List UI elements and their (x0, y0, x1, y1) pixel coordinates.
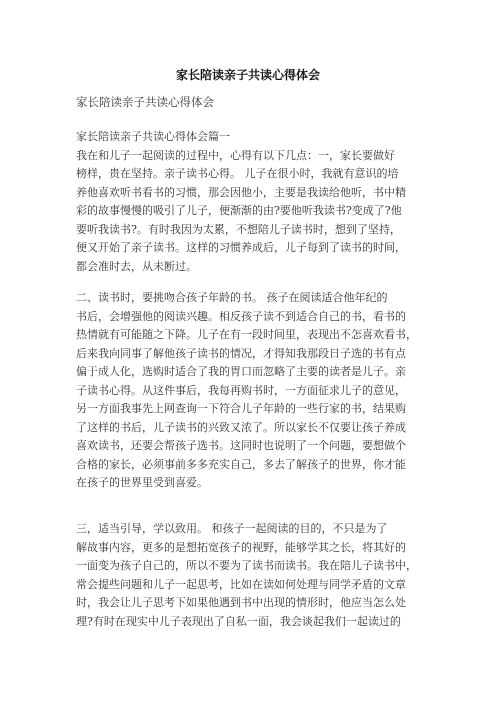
text-line: 子读书心得。从这件事后，我每再购书时，一方面征求儿子的意见， (76, 383, 406, 397)
document-subtitle: 家长陪读亲子共读心得体会 (76, 95, 214, 109)
text-line: 在孩子的世界里受到喜爱。 (76, 476, 208, 489)
text-line: 要听我读书?。有时我因为太累，不想陪儿子读书时，想到了坚持， (76, 222, 401, 236)
text-line: 热情就有可能随之下降。儿子在有一段时间里，表现出不怎喜欢看书， (76, 328, 417, 341)
text-line: 后来我向同事了解他孩子读书的情况，才得知我那段日子选的书有点 (76, 346, 406, 360)
text-line: 养他喜欢听书看书的习惯，那会因他小，主要是我读给他听，书中精 (76, 185, 406, 199)
text-line: 喜欢读书，还要会帮孩子选书。这同时也说明了一个问题，要想做个 (76, 439, 406, 452)
text-line: 一面变为孩子自己的，所以不要为了读书而读书。我在陪儿子读书中， (76, 559, 417, 572)
paragraph-3 (76, 520, 420, 631)
text-line: 偏于成人化，选购时适合了我的胃口而忽略了主要的读者是儿子。亲 (76, 365, 406, 378)
text-line: 解故事内容，更多的是想拓宽孩子的视野，能够学其之长，将其好的 (76, 540, 406, 554)
text-line: 二、读书时，要挑吻合孩子年龄的书。 孩子在阅读适合他年纪的 (76, 291, 388, 304)
text-line: 彩的故事慢慢的吸引了儿子，便渐渐的由?要他听我读书?变成了?他 (76, 204, 402, 217)
text-line: 书后，会增强他的阅读兴趣。相反孩子读不到适合自己的书，看书的 (76, 309, 406, 323)
text-line: 合格的家长，必须事前多多充实自己，多去了解孩子的世界，你才能 (76, 457, 406, 471)
document-title: 家长陪读亲子共读心得体会 (175, 68, 320, 82)
paragraph-2 (76, 289, 420, 493)
text-line: 榜样，贵在坚持。亲子读书心得。 儿子在很小时，我就有意识的培 (76, 167, 399, 180)
text-line: 了这样的书后，儿子读书的兴致又浓了。所以家长不仅要让孩子养成 (76, 420, 406, 434)
text-line: 便又开始了亲子读书。这样的习惯养成后，儿子每到了读书的时间， (76, 241, 406, 254)
text-line: 理?有时在现实中儿子表现出了自私一面，我会谈起我们一起读过的 (76, 614, 401, 628)
text-line: 都会准时去，从未断过。 (76, 259, 197, 273)
paragraph-1 (76, 128, 420, 276)
text-line: 另一方面我事先上网查询一下符合儿子年龄的一些行家的书，结果购 (76, 402, 406, 415)
text-line: 家长陪读亲子共读心得体会篇一 (76, 130, 230, 143)
text-line: 我在和儿子一起阅读的过程中，心得有以下几点：一，家长要做好 (76, 148, 395, 162)
text-line: 时，我会让儿子思考下如果他遇到书中出现的情形时，他应当怎么处 (76, 596, 406, 609)
text-line: 三，适当引导，学以致用。 和孩子一起阅读的目的，不只是为了 (76, 522, 388, 535)
text-line: 常会提些问题和儿子一起思考，比如在读如何处理与同学矛盾的文章 (76, 577, 406, 591)
